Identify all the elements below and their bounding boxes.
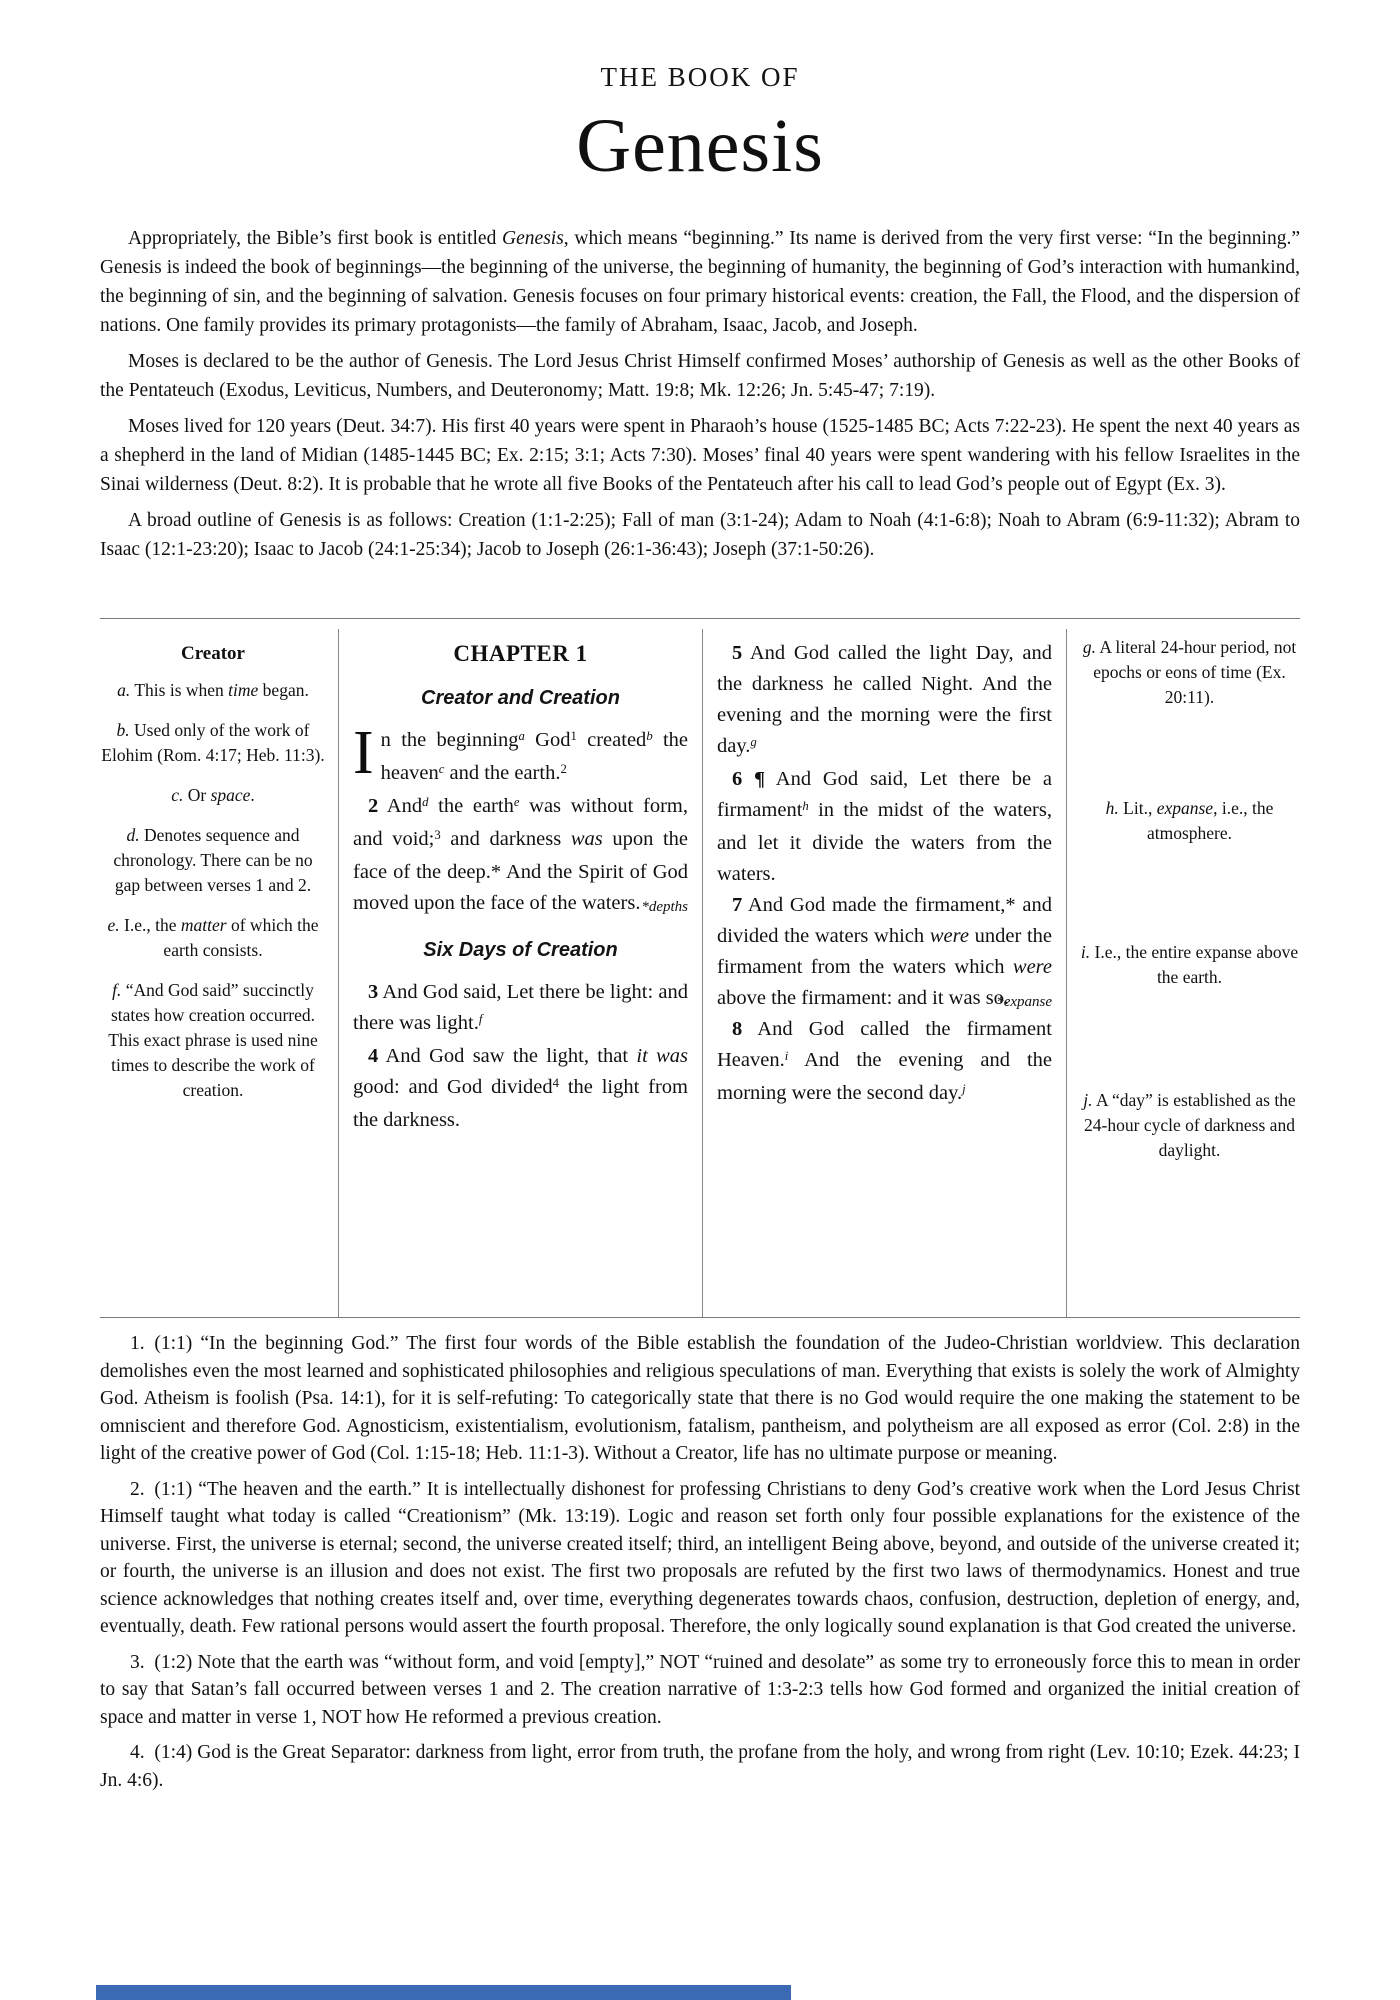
- verse-8: 8 And God called the firmament Heaven.$^i$ And the evening and the morning were the second day.$^j$: [717, 1018, 1052, 1104]
- gloss-expanse: *expanse: [996, 994, 1052, 1010]
- verse-3: 3 And God said, Let there be light: and there was light.$^f$: [353, 981, 688, 1034]
- scripture-column-1: [338, 629, 702, 1317]
- margin-note-d: d. Denotes sequence and chronology. There can be no gap between verses 1 and 2.: [113, 825, 313, 895]
- scripture-column-2: [702, 629, 1066, 1317]
- book-kicker: THE BOOK OF: [600, 62, 800, 92]
- margin-note-g: g. A literal 24-hour period, not epochs or eons of time (Ex. 20:11).: [1082, 637, 1297, 707]
- section-divider-bottom: [100, 1317, 1300, 1318]
- margin-note-h: h. Lit., expanse, i.e., the atmosphere.: [1105, 798, 1274, 843]
- verse-5: 5 And God called the light Day, and the darkness he called Night. And the evening and the morning were the first day.$^g$: [717, 642, 1052, 757]
- verse-6: 6 ¶ And God said, Let there be a firmament$^h$ in the midst of the waters, and let it divide the waters from the waters.: [717, 768, 1053, 885]
- intro-paragraph: Moses lived for 120 years (Deut. 34:7). His first 40 years were spent in Pharaoh’s house (1525-1485 BC; Acts 7:22-23). He spent the next 40 years as a shepherd in the land of Midian (1485-1445 BC; Ex. 2:15; 3:1; Acts 7:30). Moses’ final 40 years were spent wandering with his fellow Israelites in the Sinai wilderness (Deut. 8:2). It is probable that he wrote all five Books of the Pentateuch after his call to lead God’s people out of Egypt (Ex. 3).: [100, 416, 1300, 495]
- verse-2: 2 And$^d$ the earth$^e$ was without form, and void;$^3$ and darkness was upon the face of the deep.* And the Spirit of God moved upon the face of the waters. *depths: [353, 794, 689, 915]
- margin-note-b: b. Used only of the work of Elohim (Rom. 4:17; Heb. 11:3).: [101, 720, 325, 765]
- book-header: [100, 0, 1300, 190]
- intro-paragraph: Appropriately, the Bible’s first book is entitled Genesis, which means “beginning.” Its name is derived from the very first verse: “In the beginning.” Genesis is indeed the book of beginnings—the beginning of the universe, the beginning of humanity, the beginning of God’s interaction with humankind, the beginning of sin, and the beginning of salvation. Genesis focuses on four primary historical events: creation, the Fall, the Flood, and the dispersion of nations. One family provides its primary protagonists—the family of Abraham, Isaac, Jacob, and Joseph.: [100, 228, 1300, 336]
- footnote-4: 4. (1:4) God is the Great Separator: darkness from light, error from truth, the profane from the holy, and wrong from right (Lev. 10:10; Ezek. 44:23; I Jn. 4:6).: [100, 1742, 1300, 1791]
- margin-note-e: e. I.e., the matter of which the earth consists.: [107, 915, 319, 960]
- margin-notes-right: [1066, 629, 1300, 1317]
- intro-paragraph: A broad outline of Genesis is as follows: Creation (1:1-2:25); Fall of man (3:1-24); Adam to Noah (4:1-6:8); Noah to Abram (6:9-11:32); Abram to Isaac (12:1-23:20); Isaac to Jacob (24:1-25:34); Jacob to Joseph (26:1-36:43); Joseph (37:1-50:26).: [100, 510, 1300, 560]
- scripture-section: [100, 629, 1300, 1317]
- margin-notes-left: [100, 629, 338, 1317]
- bottom-accent-bar: [96, 1985, 791, 2000]
- verse-1: In the beginning$^a$ God$^1$ created$^b$ the heaven$^c$ and the earth.$^2$: [353, 719, 689, 787]
- verse-7: 7 And God made the firmament,* and divided the waters which were under the firmament from the waters which were above the firmament: and it was so. *expanse: [717, 894, 1052, 1010]
- intro-paragraph: Moses is declared to be the author of Genesis. The Lord Jesus Christ Himself confirmed Moses’ authorship of Genesis as well as the other Books of the Pentateuch (Exodus, Leviticus, Numbers, and Deuteronomy; Matt. 19:8; Mk. 12:26; Jn. 5:45-47; 7:19).: [100, 351, 1300, 401]
- margin-note-f: f. “And God said” succinctly states how creation occurred. This exact phrase is used nine times to describe the work of creation.: [108, 980, 318, 1100]
- footnote-3: 3. (1:2) Note that the earth was “without form, and void [empty],” NOT “ruined and desolate” as some try to erroneously force this to mean in order to say that Satan’s fall occurred between verses 1 and 2. The creation narrative of 1:3-2:3 tells how God formed and organized the initial creation of space and matter in verse 1, NOT how He reformed a previous creation.: [100, 1651, 1300, 1728]
- chapter-heading: CHAPTER 1: [453, 641, 588, 666]
- margin-note-i: i. I.e., the entire expanse above the earth.: [1080, 942, 1299, 987]
- book-title: Genesis: [576, 104, 824, 188]
- study-footnotes: [100, 1330, 1300, 1794]
- footnote-2: 2. (1:1) “The heaven and the earth.” It is intellectually dishonest for professing Christians to deny God’s creative work when the Lord Jesus Christ Himself taught what today is called “Creationism” (Mk. 13:19). Logic and reason set forth only four possible explanations for the existence of the universe. First, the universe is eternal; second, the universe created itself; third, an intelligent Being above, beyond, and outside of the universe created it; or fourth, the universe is an illusion and does not exist. The first two proposals are refuted by the first two laws of thermodynamics. Honest and true science acknowledges that nothing creates itself and, over time, everything degenerates towards chaos, confusion, destruction, depletion of energy, and, eventually, death. Few rational persons would assert the fourth proposal. Therefore, the only logically sound explanation is that God created the universe.: [100, 1478, 1300, 1637]
- margin-notes-header: Creator: [180, 643, 245, 664]
- margin-note-c: c. Or space.: [171, 785, 255, 805]
- drop-cap: I: [353, 719, 374, 787]
- section-divider-top: [100, 618, 1300, 619]
- verse-4: 4 And God saw the light, that it was good: and God divided$^4$ the light from the darkness.: [353, 1045, 688, 1131]
- margin-note-j: j. A “day” is established as the 24-hour cycle of darkness and daylight.: [1083, 1090, 1296, 1160]
- book-introduction: [100, 224, 1300, 564]
- footnote-1: 1. (1:1) “In the beginning God.” The first four words of the Bible establish the foundation of the Judeo-Christian worldview. This declaration demolishes even the most learned and sophisticated philosophies and religious speculations of man. Everything that exists is solely the work of Almighty God. Atheism is foolish (Psa. 14:1), for it is self-refuting: To categorically state that there is no God would require the one making the statement to be omniscient and therefore God. Agnosticism, existentialism, evolutionism, fatalism, pantheism, and polytheism are all exposed as error (Col. 2:8) in the light of the creative power of God (Col. 1:15-18; Heb. 11:1-3). Without a Creator, life has no ultimate purpose or meaning.: [100, 1333, 1300, 1464]
- section-heading-six-days-of-creation: Six Days of Creation: [423, 939, 618, 961]
- margin-note-a: a. This is when time began.: [117, 680, 309, 700]
- gloss-depths: *depths: [641, 899, 688, 915]
- section-heading-creator-and-creation: Creator and Creation: [421, 687, 620, 709]
